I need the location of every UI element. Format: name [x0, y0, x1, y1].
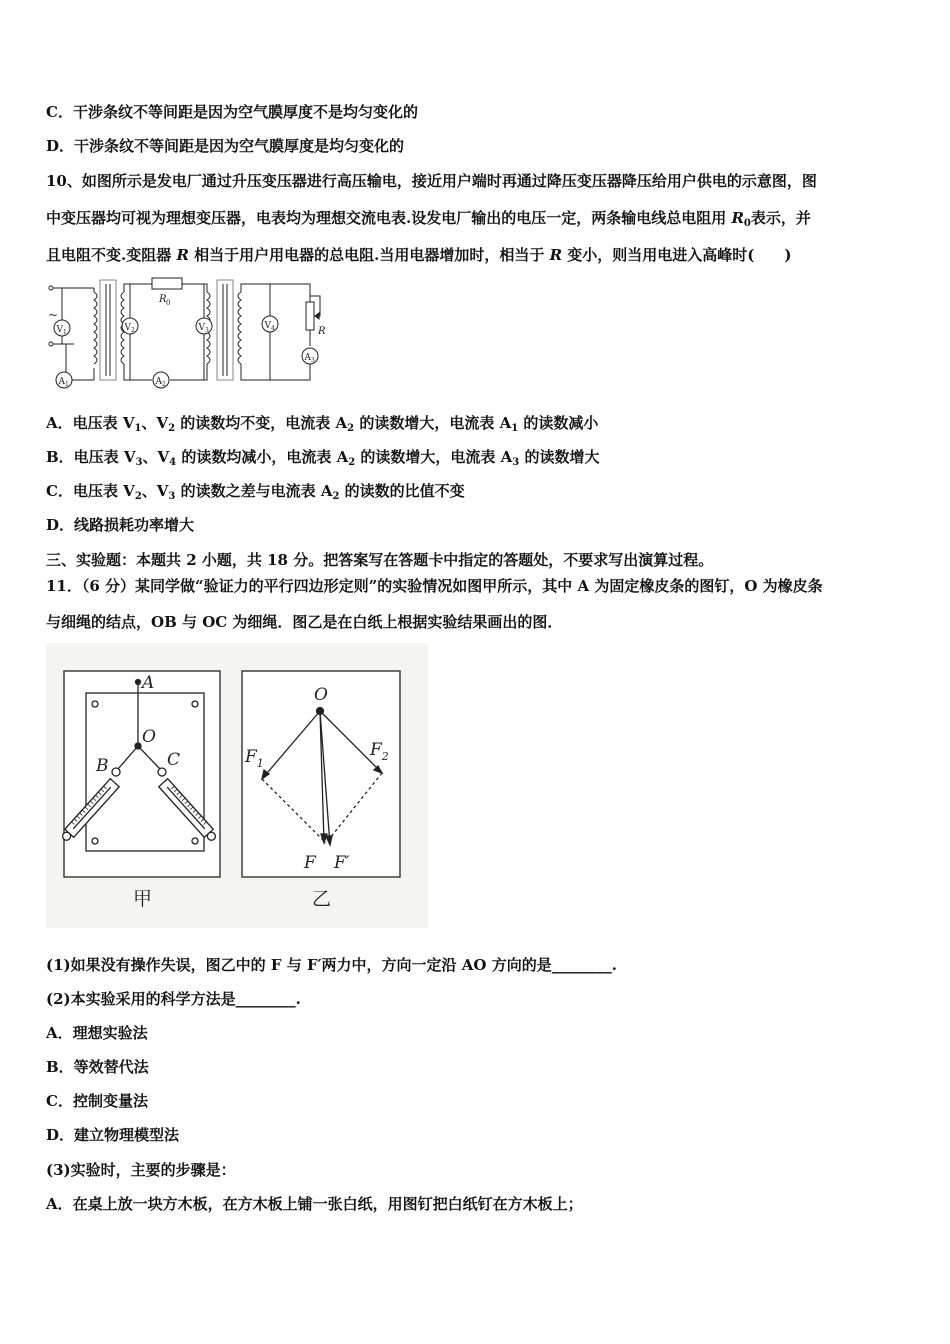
ammeter-a3 [302, 348, 318, 364]
label-f2: $F_2$ [370, 740, 389, 763]
caption-jia: 甲 [133, 888, 153, 910]
label-a: A [142, 673, 155, 693]
q10-stem-line2: 中变压器均可视为理想变压器，电表均为理想交流电表.设发电厂输出的电压一定，两条输电线总电阻用 $R_0$表示，并 [46, 209, 811, 229]
label-b: B [96, 756, 109, 776]
q9-option-d: D．干涉条纹不等间距是因为空气膜厚度是均匀变化的 [46, 137, 405, 155]
svg-text:V: V [124, 323, 131, 333]
label-f-prime: F′ [334, 853, 350, 873]
q10-stem-line1: 10、如图所示是发电厂通过升压变压器进行高压输电，接近用户端时再通过降压变压器降压给用户供电的示意图，图 [46, 172, 817, 190]
ammeter-a2 [153, 372, 169, 388]
transmission-circuit-diagram [44, 272, 334, 394]
q11-step-a: A．在桌上放一块方木板，在方木板上铺一张白纸，用图钉把白纸钉在方木板上； [46, 1195, 583, 1213]
voltmeter-v3 [196, 318, 212, 334]
svg-text:A: A [304, 353, 311, 363]
svg-text:2: 2 [162, 381, 166, 388]
q11-stem-line1: 11．（6 分）某同学做“验证力的平行四边形定则”的实验情况如图甲所示，其中 A 为固定橡皮条的图钉，O 为橡皮条 [46, 577, 823, 595]
svg-text:V: V [198, 323, 205, 333]
r-label: R [318, 326, 326, 337]
label-o2: O [314, 685, 328, 705]
label-o: O [142, 727, 156, 747]
q11-option-d: D．建立物理模型法 [46, 1126, 180, 1144]
q11-option-c: C．控制变量法 [46, 1092, 148, 1110]
caption-yi: 乙 [312, 888, 332, 910]
voltmeter-v1 [54, 320, 70, 336]
svg-text:1: 1 [65, 381, 69, 388]
q11-sub2: (2)本实验采用的科学方法是________. [46, 990, 301, 1008]
voltmeter-v4 [262, 316, 278, 332]
svg-text:V: V [56, 325, 63, 335]
svg-text:A: A [155, 377, 162, 387]
label-f: F [304, 853, 316, 873]
q11-option-a: A．理想实验法 [46, 1024, 148, 1042]
svg-text:3: 3 [311, 357, 315, 364]
figure-jia [59, 671, 220, 877]
label-c: C [167, 750, 181, 770]
svg-text:2: 2 [131, 327, 135, 334]
ac-source-symbol: ~ [48, 308, 59, 322]
ammeter-a1 [56, 372, 72, 388]
svg-text:V: V [264, 321, 271, 331]
q10-option-d: D．线路损耗功率增大 [46, 516, 195, 534]
q11-option-b: B．等效替代法 [46, 1058, 149, 1076]
q9-option-c: C．干涉条纹不等间距是因为空气膜厚度不是均匀变化的 [46, 103, 418, 121]
svg-text:A: A [58, 377, 65, 387]
q11-sub3: (3)实验时，主要的步骤是： [46, 1161, 236, 1179]
svg-text:3: 3 [205, 327, 209, 334]
label-f1: $F_1$ [245, 747, 264, 770]
r0-label: R [159, 294, 167, 305]
svg-text:4: 4 [271, 325, 275, 332]
q11-stem-line2: 与细绳的结点，OB 与 OC 为细绳．图乙是在白纸上根据实验结果画出的图． [46, 613, 563, 631]
q10-option-c: C．电压表 $V_2$、$V_3$ 的读数之差与电流表 $A_2$ 的读数的比值不变 [46, 482, 465, 502]
svg-text:0: 0 [166, 299, 171, 307]
section3-heading: 三、实验题：本题共 2 小题，共 18 分。把答案写在答题卡中指定的答题处，不要求写出演算过程。 [46, 551, 714, 569]
q10-option-b: B．电压表 $V_3$、$V_4$ 的读数均减小，电流表 $A_2$ 的读数增大，电流表 $A_3$ 的读数增大 [46, 448, 600, 468]
voltmeter-v2 [122, 318, 138, 334]
q11-sub1: (1)如果没有操作失误，图乙中的 F 与 F′两力中，方向一定沿 AO 方向的是________. [46, 956, 617, 974]
force-experiment-figure [46, 643, 428, 928]
q10-stem-line3: 且电阻不变.变阻器 R 相当于用户用电器的总电阻.当用电器增加时，相当于 R 变小，则当用电进入高峰时( ) [46, 246, 792, 264]
svg-text:1: 1 [63, 329, 67, 336]
q10-option-a: A．电压表 $V_1$、$V_2$ 的读数均不变，电流表 $A_2$ 的读数增大，电流表 $A_1$ 的读数减小 [46, 414, 599, 434]
